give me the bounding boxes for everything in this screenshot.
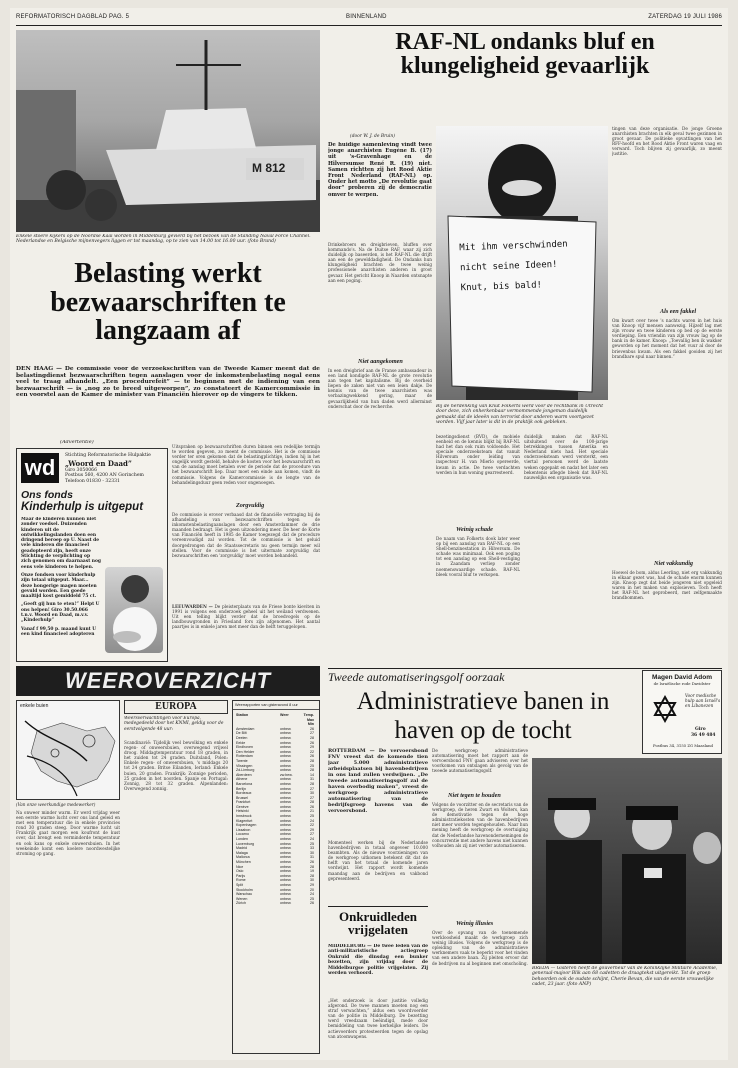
- weather-temp: 25: [310, 814, 314, 819]
- ship-photo: [16, 30, 320, 232]
- zorgvuldig-body: De commissie is erover verbaasd dat de financiële vertraging bij de afhandeling van bezwaarschriften tegen de inkomstenbelastingaanslagen door een Amsterdammer de drie maanden bedraagt. Het is geen uitzondering meer. De heer de Korte van Financiën heeft in 1985 de Kamer toegezegd dat de procedure vereenvoudigd zal worden. Tot de commissie is het geluid doorgedrongen dat de Staatssecretaris nu geen termijn meer wil stellen. Voor de commissie is het uitermate zorgvuldig dat bezwaarschriften een 'zorgvuldig' moet worden behandeld.: [172, 512, 320, 558]
- weather-temp: 28: [310, 758, 314, 763]
- weather-station: Lissabon: [236, 827, 251, 832]
- weather-station: Deelen: [236, 735, 248, 740]
- cadets-photo-caption: BREDA — Gisteren heeft de gouverneur van de Koninklijke Militaire Academie, generaal-majoor Blik aan 68 cadetten de draagtekst uitgereikt. Tot de groep behoorden ook de oudste schijnt, Cherie Bevan, die van de eerste vrouwelijke cadet, 23 jaar. (foto ANP): [532, 966, 718, 988]
- weather-condition: onbew.: [280, 781, 292, 786]
- weather-station: Londen: [236, 837, 248, 842]
- weather-condition: onbew.: [280, 758, 292, 763]
- weather-table-rows: [236, 713, 318, 906]
- weather-station: Zd-Limburg: [236, 768, 255, 773]
- weather-temp: 26: [310, 901, 314, 906]
- weather-temp: 19: [310, 869, 314, 874]
- weather-station: Nice: [236, 864, 244, 869]
- weather-condition: onbew.: [280, 804, 292, 809]
- weather-station: Genève: [236, 804, 249, 809]
- weather-table-title: Weerrapporten van gisteravond 8 uur: [233, 701, 319, 710]
- page-header: [16, 12, 722, 24]
- weather-condition: onbew.: [280, 740, 292, 745]
- europe-map-icon: [17, 701, 121, 801]
- zorgvuldig-subhead: Zorgvuldig: [236, 502, 265, 509]
- advert-org-line: Stichting Reformatorische Hulpaktie: [65, 453, 151, 458]
- weather-condition: onbew.: [280, 887, 292, 892]
- weather-temp: 29: [310, 882, 314, 887]
- weather-temp: 28: [310, 873, 314, 878]
- weather-station: De Bilt: [236, 731, 247, 736]
- weather-temp: 24: [310, 818, 314, 823]
- weather-station: Mallorca: [236, 855, 250, 860]
- child-photo: [105, 567, 163, 653]
- weather-temp: 26: [310, 740, 314, 745]
- weather-map: [16, 700, 120, 800]
- weather-station: Madrid: [236, 846, 247, 851]
- weather-station: Aberdeen: [236, 772, 252, 777]
- woord-en-daad-advert: [16, 448, 168, 662]
- advert-title2: Kinderhulp is uitgeput: [21, 501, 144, 513]
- weather-temp: 26: [310, 726, 314, 731]
- weather-temp: 30: [310, 850, 314, 855]
- leeuwarden-item: [172, 604, 320, 662]
- weather-temp: 25: [310, 896, 314, 901]
- col-weer: Weer: [280, 713, 289, 717]
- story2-body1: Drinkebroers en dreigbrieven, bluffen over kommando's. Na de Duitse RAF, waar zij zich duidelijk op baseerden, is het RAF-NL die drijft aan een de gewelddadigheid. De Ondanks hun klungeligheid brachten de twee weinig professionele anarchisten anderen in groot gevaar. Het gericht Knoop in Naarden ontsnapte aan een poging.: [328, 242, 432, 283]
- story2-subhead1: Niet aangekomen: [358, 358, 403, 365]
- weather-condition: onbew.: [280, 726, 292, 731]
- weather-temp: 28: [310, 800, 314, 805]
- weather-condition: onbew.: [280, 749, 292, 754]
- weather-station: Athene: [236, 777, 248, 782]
- weather-temp: 31: [310, 855, 314, 860]
- weather-temp: 27: [310, 731, 314, 736]
- story4-body: „Het onderzoek is door justitie volledig afgerond. De twee mannen moeten nog een straf verwachten,” aldus een woordvoerder van de politie in Middelburg. De bezetting werd vreedzaam beëindigd, mede door bemiddeling van twee kerkelijke leiders. De actievoerders protesteerden tegen de opslag van atoomwapens.: [328, 998, 428, 1039]
- weather-condition: onbew.: [280, 882, 292, 887]
- advert-title1: Ons fonds: [21, 489, 73, 501]
- story3-body1b: De werkgroep administratieve automatisering moet het rapport aan de vervoersbond FNV gaan adviseren over het voorkomen van ontslagen als gevolg van de tweede automatiseringsgolf.: [432, 748, 528, 774]
- story2-body5: duidelijk maken dat RAF-NL uitsluitend over de 100-jarige betrekkingen tussen Amerika en Nederland niets had. Het speciale onderzoeksteam werd versterkt, een viertal personen werd de laatste weken opgepakt en nadat het later een bekentenis aflegde bleek dat RAF-NL nauwelijks een organisatie was.: [524, 434, 608, 480]
- protester-photo: [436, 126, 608, 400]
- weather-station: Innsbruck: [236, 814, 252, 819]
- story4-lead: MIDDELBURG — De twee leden van de anti-militaristische actiegroep Onkruid die dinsdag een bunker bezetten, zijn vrijdag door de Middelburgse politie vrijgelaten. Zij werden verhoord.: [328, 944, 428, 977]
- weather-condition: onbew.: [280, 896, 292, 901]
- weather-station: Zürich: [236, 901, 246, 906]
- weather-station: Warschau: [236, 892, 253, 897]
- header-section: BINNENLAND: [346, 14, 387, 20]
- ship-illustration: [16, 30, 320, 232]
- story2-body3: bezetingsdienst (BVD), de mobiele eenheid en de kennis blijkt bij RAF-NL had het dan ook ruim voldoende. Het speciale onderzoeksteam dat vanuit Hilversum onder leiding van inspecteur H. van Mierlo opereerde, kwam in actie. De twee verdachten werden in hun woning gearresteerd.: [436, 434, 520, 475]
- weather-condition: onbew.: [280, 763, 292, 768]
- story2-lead: De huidige samenleving vindt twee jonge anarchisten Eugène B. (17) uit 's-Gravenhage en de Hilversumse René R. (19) niet. Samen richtten zij het Rood Aktie Front Nederland (RAF-NL) op. Onder het motto „De revolutie gaat door” proberen zij de democratie omver te werpen.: [328, 142, 432, 198]
- newspaper-page: [10, 8, 728, 1060]
- weather-condition: onbew.: [280, 832, 292, 837]
- weather-temp: 26: [310, 860, 314, 864]
- weather-condition: onbew.: [280, 869, 292, 874]
- weather-station: Klagenfurt: [236, 818, 253, 823]
- weather-condition: onbew.: [280, 873, 292, 878]
- header-rule: [16, 25, 722, 26]
- story2-subhead3: Als een fakkel: [660, 308, 697, 315]
- weather-condition: onbew.: [280, 878, 292, 883]
- header-date: ZATERDAG 19 JULI 1986: [648, 14, 722, 20]
- hull-number: M 812: [252, 161, 286, 175]
- story3-kicker: Tweede automatiseringsgolf oorzaak: [328, 670, 505, 684]
- story2-subhead2: Weinig schade: [456, 526, 493, 533]
- story3-subhead1: Niet tegen te houden: [448, 792, 501, 799]
- mda-giro-label: Giro: [695, 727, 706, 732]
- protester-photo-caption: Bij de herdenking van Knut Folkerts werd voor de rechtbank in Utrecht door deze, zich onherkenbaar vermommende jongeman duidelijk gemaakt dat de ideeën van terrorist door anderen warm voortgezet worden. Vijf jaar later is dit in de praktijk ook gebleken.: [436, 404, 604, 426]
- weather-station: Vlissingen: [236, 763, 253, 768]
- story3-subhead2: Weinig illusies: [456, 920, 494, 927]
- weather-temp: 31: [310, 777, 314, 782]
- story2-body8: Hoewel de bom, aldus Leerling, niet erg vakkundig in elkaar gezet was, had de schade enorm kunnen zijn. Knoop zegt dat beide jongeren niet opgeleid waren in het maken van explosieven. Toch heeft het RAF-NL het geprobeerd, met zelfgemaakte brandbommen.: [612, 570, 722, 601]
- weather-station: Stockholm: [236, 887, 253, 892]
- weather-station: Amsterdam: [236, 726, 255, 731]
- weather-condition: onbew.: [280, 754, 292, 759]
- weather-table-row: [236, 901, 318, 906]
- story2-subhead4: Niet vakkundig: [654, 560, 694, 567]
- cadets-photo: [532, 758, 722, 964]
- weather-station: Split: [236, 882, 243, 887]
- weather-temp: 28: [310, 735, 314, 740]
- protest-sign-text: Mit ihm verschwinden nicht seine Ideen! Knut, bis bald!: [459, 239, 568, 294]
- story4-headline: Onkruidleden vrijgelaten: [338, 909, 418, 938]
- leeuwarden-dateline: LEEUWARDEN —: [172, 604, 213, 609]
- weather-temp: 21: [310, 809, 314, 814]
- advert-text4: Vanaf f 99,50 p. maand kunt U een kind financieel adopteren: [21, 626, 97, 637]
- weather-station: Kopenhagen: [236, 823, 257, 828]
- weather-table-header: [236, 713, 318, 727]
- weather-station: Malaga: [236, 850, 248, 855]
- story2-body7: Om kwart over twee 's nachts waren in het huis van Knoop vijf mensen aanwezig. Hijzelf lag met zijn vrouw en twee kinderen op bed op de eerste verdieping. Een vriendin van zijn vrouw lag op de bank in de kamer. Knoop: „Toevallig ben ik wakker geworden op het moment dat het vuur al door de brievenbus kwam. Als een fakkel gooiden zij het brandbare spul naar binnen.”: [612, 318, 722, 359]
- mda-advert: [642, 670, 722, 754]
- weather-map-caption: (Van onze weerkundige medewerker): [16, 802, 96, 807]
- weather-temp: 24: [310, 837, 314, 842]
- weather-condition: onbew.: [280, 892, 292, 897]
- weather-map-label: enkele buien: [20, 703, 49, 709]
- weather-temp: 33: [310, 846, 314, 851]
- weather-station: München: [236, 860, 251, 864]
- weather-condition: onbew.: [280, 786, 292, 791]
- weather-temp: 30: [310, 791, 314, 796]
- story2-body4: De naam van Folkerts dook later weer op bij een aanslag van RAF-NL op een Shell-benzinestation in Hilversum. De schade was minimaal. Ook een poging tot een aanslag op een Shell-vestiging in Zaandam verliep zonder noemenswaardige schade. RAF-NL bleek vooral bluf te verkopen.: [436, 536, 520, 577]
- weather-condition: onbew.: [280, 735, 292, 740]
- story2-body6: tingen van deze organisatie. De jonge Groene anarchisten brachten in elk geval twee gezinnen in groot gevaar. De politieke opvattingen van het RFF-hoofd en het Rood Aktie Front waren vaag en verward. Toch blijven zij gevaarlijk, zo meent justitie.: [612, 126, 722, 157]
- wd-logo: wd: [21, 453, 59, 483]
- weather-condition: onbew.: [280, 823, 292, 828]
- weather-table: [232, 700, 320, 1054]
- weather-temp: 14: [310, 772, 314, 777]
- weather-condition: onbew.: [280, 745, 292, 750]
- europa-intro: Weersverwachtingen voor Europa, medegedeeld door het KNMI, geldig voor de eerstvolgende 48 uur:: [124, 716, 224, 732]
- story2-byline: (door W. J. de Bruin): [350, 134, 395, 139]
- weather-condition: onbew.: [280, 901, 292, 906]
- weather-condition: onbew.: [280, 800, 292, 805]
- weather-temp: 27: [310, 786, 314, 791]
- story3-body1: Momenteel werken bij de Nederlandse havenbedrijven in totaal ongeveer 10.000 beambten. Als de nieuwe voorzieningen van de werkgroep uitkomen betekent dit dat de helft van het totaal de komende jaren verdwijnt. Het rapport wordt komende maandag aan de bedrijven en vakbond gepresenteerd.: [328, 840, 428, 881]
- story1-body: Uitspraken op bezwaarschriften duren binnen een redelijke termijn te worden gegeven, zo meent de commissie. Het is de commissie verder ter oren gekomen dat de belastingplichtige, indien hij in het ongelijk wordt gesteld, behalve de kosten voor het bezwaarschrift en van de aanslag moet betalen over de periode dat de procedure van het bezwaarschrift liep. Daar moet een einde aan komen, vindt de commissie. Volgens de Kamercommissie is de lengte van de behandelingsduur geen reden voor ongenoegen.: [172, 444, 320, 485]
- leeuwarden-body: De pleisterplaats van de Friese bonte kieviten in 1991 is volgens een onderzoek geheel uit het weiland verdwenen. Uit een telling blijkt verder dat de broedvogels op de landbouwgronden in Friesland fors zijn afgenomen. Het aantal paartjes is in enkele jaren met meer dan de helft teruggelopen.: [172, 604, 320, 630]
- weather-temp: 25: [310, 841, 314, 846]
- weather-station: Frankfurt: [236, 800, 251, 805]
- advert-org: [65, 453, 165, 484]
- mda-giro: 36 49 484: [691, 733, 716, 738]
- weather-condition: onbew.: [280, 814, 292, 819]
- cadets-illustration: [532, 758, 722, 964]
- weather-banner: WEEROVERZICHT: [16, 666, 320, 696]
- weather-condition: onbew.: [280, 818, 292, 823]
- advert-text2: Onze fondsen voor kinderhulp zijn totaal uitgeput. Maar... deze hongerige magen moeten gevuld worden. Een goede maaltijd kost gemiddeld 75 ct.: [21, 572, 97, 600]
- advert-text: [21, 517, 101, 657]
- weather-station: Oslo: [236, 869, 244, 874]
- advert-address1: Giro 3050066: [65, 467, 98, 473]
- weather-condition: onbew.: [280, 731, 292, 736]
- story3-body3: Over de opvang van de toenemende werkloosheid maakt de werkgroep zich weinig illusies. Volgens de werkgroep is de opleiding van de administratieve werknemers vaak te beperkt voor het vinden van een andere baan. Zij pleiten ervoor dat de bedrijven nu al beginnen met omscholing.: [432, 930, 528, 966]
- mda-name: Magen David Adom: [651, 674, 713, 681]
- story1-lead: DEN HAAG — De commissie voor de verzoekschriften van de Tweede Kamer meent dat de belastingdienst bezwaarschriften tegen aanslagen voor de inkomstenbelasting nogal eens veel te traag afhandelt. „Een procedurefeit” — te beginnen met de indiening van een bezwaarschrift — is „nog zo te breed uitgeworpen”, zo constateert de Kamercommissie in een voorstel aan de Kamer de minister van Financiën hierover op de vingers te tikken.: [16, 366, 320, 399]
- weather-station: Eelde: [236, 740, 246, 745]
- weather-station: Wenen: [236, 896, 248, 901]
- weather-temp: 28: [310, 864, 314, 869]
- weather-station: Brussel: [236, 795, 248, 800]
- col-temp: Temp. Max Min: [303, 713, 314, 727]
- weather-station: Eindhoven: [236, 745, 253, 750]
- weather-station: Rome: [236, 878, 246, 883]
- advert-title: [21, 489, 165, 513]
- story4-rule: [328, 906, 428, 907]
- weather-station: Bordeaux: [236, 791, 252, 796]
- weather-condition: onbew.: [280, 777, 292, 782]
- story3-lead: ROTTERDAM — De vervoersbond FNV vreest dat de komende tien jaar 5.000 administratieve arbeidsplaatsen bij havenbedrijven in ons land zullen verdwijnen. „De tweede automatiseringsgolf zal de haven overbodig maken”, vreest de werkgroep administratieve automatisering van de bedrijfsgroep havens van de vervoersbond.: [328, 748, 428, 814]
- weather-temp: 26: [310, 754, 314, 759]
- weather-temp: 22: [310, 823, 314, 828]
- weather-temp: 27: [310, 832, 314, 837]
- weather-station: Barcelona: [236, 781, 253, 786]
- weather-condition: onbew.: [280, 791, 292, 796]
- weather-station: Rotterdam: [236, 754, 253, 759]
- weather-temp: 25: [310, 763, 314, 768]
- weather-condition: zw.bew.: [280, 772, 293, 777]
- weather-station: Berlijn: [236, 786, 246, 791]
- weather-condition: onbew.: [280, 864, 292, 869]
- weather-condition: onbew.: [280, 850, 292, 855]
- header-left: REFORMATORISCH DAGBLAD PAG. 5: [16, 14, 130, 20]
- mda-address: Postbus 34, 3155 ZG Maasland: [653, 743, 713, 748]
- weather-station: Helsinki: [236, 809, 249, 814]
- weather-station: Parijs: [236, 873, 245, 878]
- mda-sub: de Israëlische rode Davidster: [653, 681, 711, 686]
- advert-org-name: „Woord en Daad”: [65, 458, 132, 468]
- child-illustration: [105, 567, 163, 653]
- weather-temp: 27: [310, 795, 314, 800]
- weather-condition: onbew.: [280, 768, 292, 773]
- advert-address2: Postbus 560, 4200 AN Gorinchem: [65, 473, 144, 479]
- story2-headline: RAF-NL ondanks bluf en klungeligheid gevaarlijk: [395, 29, 655, 80]
- weather-temp: 30: [310, 878, 314, 883]
- weather-condition: onbew.: [280, 795, 292, 800]
- story2-body2: In een dreigbrief aan de Franse ambassadeur in een land kondigde RAF-NL de grote revolutie aan tegen het kapitalisme. Bij de overheid liepen de zaken niet van een leien dakje. De kennis van de twee anarchisten was verbazingwekkend gering, maar de gevaarlijkheid van hun daden werd allerminst onderschat door de recherche.: [328, 368, 432, 409]
- weather-temp: 28: [310, 781, 314, 786]
- story3-headline: Administratieve banen in haven op de tocht: [356, 688, 610, 744]
- weather-condition: onbew.: [280, 841, 292, 846]
- advert-text1: Maar de kinderen kunnen niet zonder voedsel. Duizenden kinderen uit de ontwikkelingslanden doen een dringend beroep op U. Naast de vele kinderen die financieel geadopteerd zijn, heeft onze Stichting de verplichting op zich genomen om daarnaast nog eens vele kinderen te helpen.: [21, 517, 101, 570]
- weather-station: Luxemburg: [236, 841, 254, 846]
- europa-body: Scandinavië: Tijdelijk veel bewolking en enkele regen- of onweersbuien, overwegend vrijwel droog. Middagtemperatuur rond 18 graden, in het zuiden tot 24 graden. Duitsland, Polen: Enkele regen- of onweersbuien, 's middags 20 tot 24 graden. Britse Eilanden, Ierland: Enkele buien, 20 graden. Frankrijk: Zonnige perioden, 25 graden in het noorden. Spanje en Portugal: Zonnig, 28 tot 32 graden. Alpenlanden: Overwegend zonnig.: [124, 740, 228, 791]
- weather-body: Na onweer minder warm. Er werd vrijdag weer een eerste warme lucht over ons land geleid en met een temperatuur die in enkele provincies rond 30 graden steeg. Door warme lucht uit Frankrijk gaat morgen een koufront de kust over, dat brengt een verminderde temperatuur en ook kans op enkele onweersbuien. In het weekeinde komt een koelere noordwestelijke stroming op gang.: [16, 810, 120, 856]
- advert-label: (Advertentie): [60, 440, 94, 445]
- mda-appeal: Voor medische hulp aan Israël's en Libanezen: [685, 693, 721, 708]
- weather-temp: 28: [310, 768, 314, 773]
- story3-rule: [328, 668, 722, 669]
- weather-temp: 20: [310, 887, 314, 892]
- weather-condition: onbew.: [280, 827, 292, 832]
- weather-temp: 22: [310, 749, 314, 754]
- weather-temp: 29: [310, 827, 314, 832]
- weather-station: Locarno: [236, 832, 249, 837]
- advert-text3: „Geeft gij hun te eten!” Helpt U ons helpen! Giro 30.50.066 t.n.v. Woord en Daad, m.v.v. „Kinderhulp”: [21, 602, 100, 624]
- weather-temp: 24: [310, 892, 314, 897]
- col-station: Station: [236, 713, 249, 717]
- weather-station: Den Helder: [236, 749, 255, 754]
- ship-photo-caption: Enkele stoere kijkers op de Noordse Kaai worden in Middelburg gevierd bij het bezoek van de Standing Naval Force Channel. Nederlandse en Belgische mijnenvegers liggen er tot maandag, op te zien van 14.00 tot 16.00 uur. (foto Brand): [16, 234, 311, 245]
- story3-body2: Volgens de voorzitter en de secretaris van de werkgroep, de heren Zwart en Wolters, kan de demotivatie tegen de hoge administratiekosten van de havenbedrijven niet meer worden tegengehouden. Naar hun mening heeft de werkgroep de overtuiging dat de Nederlandse havenondernemingen de concurrentie met andere havens niet kunnen volhouden als zij niet verder automatiseren.: [432, 802, 528, 848]
- weather-condition: onbew.: [280, 837, 292, 842]
- weather-temp: 29: [310, 745, 314, 750]
- weather-condition: onbew.: [280, 809, 292, 814]
- weather-condition: onbew.: [280, 860, 292, 864]
- weather-station: Twente: [236, 758, 248, 763]
- weather-condition: onbew.: [280, 855, 292, 860]
- story1-headline: Belasting werkt bezwaarschriften te langzaam af: [50, 258, 286, 347]
- weather-condition: onbew.: [280, 846, 292, 851]
- weather-temp: 26: [310, 804, 314, 809]
- europa-title: EUROPA: [124, 700, 228, 714]
- advert-address3: Telefoon 01830 - 32331: [65, 478, 120, 484]
